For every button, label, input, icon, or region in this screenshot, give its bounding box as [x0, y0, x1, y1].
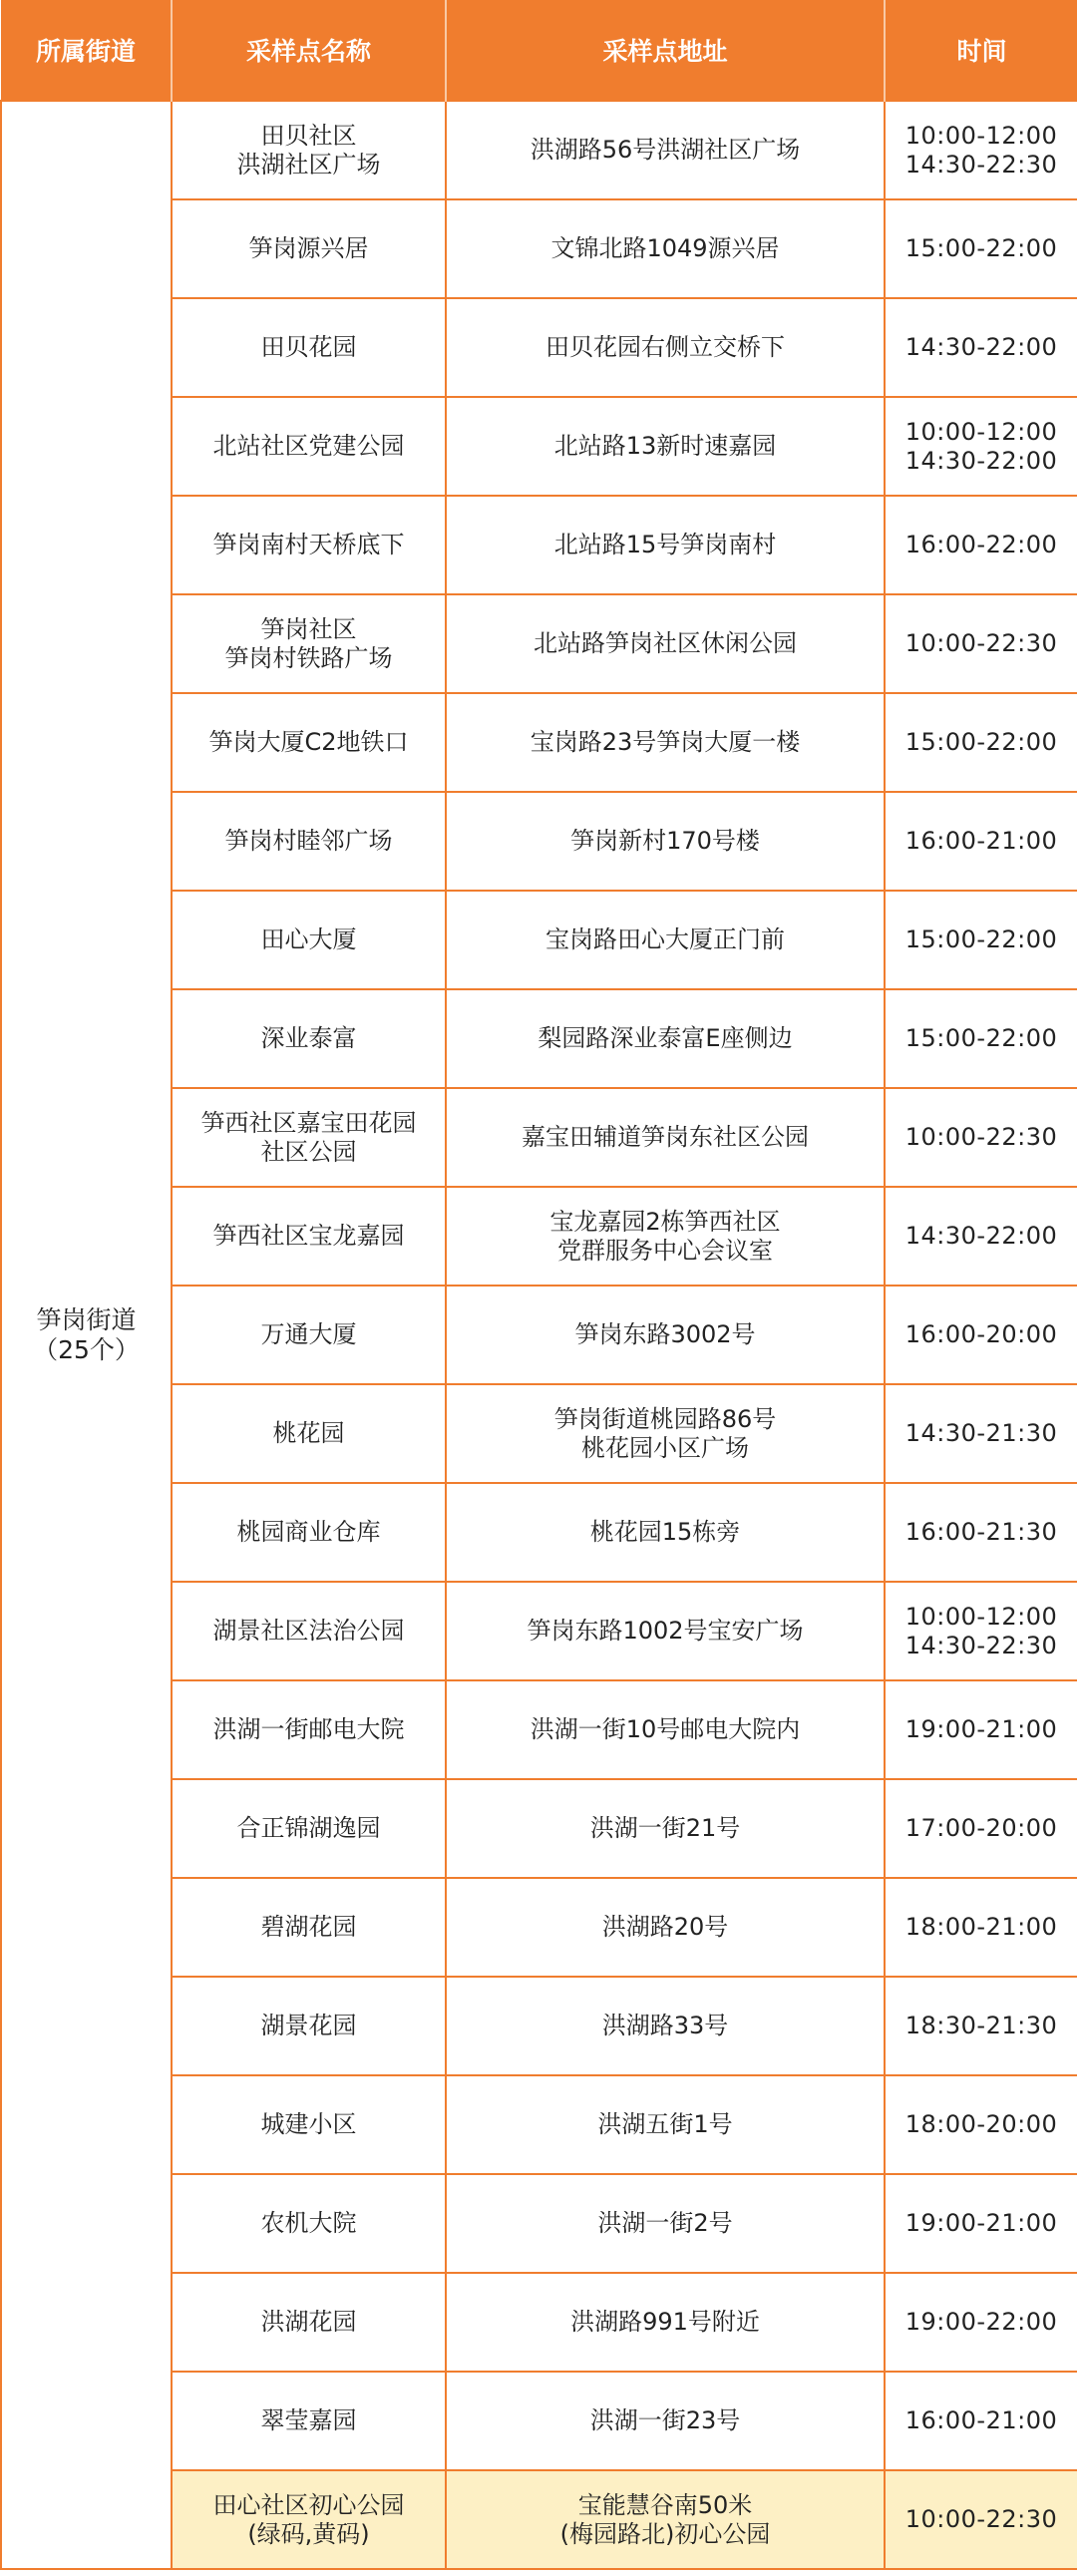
site-name-cell: 笋岗源兴居 [172, 199, 446, 298]
site-address-cell: 宝能慧谷南50米 (梅园路北)初心公园 [446, 2470, 885, 2569]
site-address-cell: 洪湖五街1号 [446, 2075, 885, 2174]
site-time-cell: 14:30-22:00 [885, 1187, 1077, 1286]
site-name-cell: 翠莹嘉园 [172, 2372, 446, 2470]
site-name-cell: 田贝社区 洪湖社区广场 [172, 101, 446, 199]
site-time-cell: 10:00-22:30 [885, 594, 1077, 693]
site-name-cell: 田贝花园 [172, 298, 446, 397]
site-address-cell: 宝岗路23号笋岗大厦一楼 [446, 693, 885, 792]
header-row [1, 0, 1077, 101]
site-address-cell: 北站路15号笋岗南村 [446, 496, 885, 594]
site-time-cell: 18:00-21:00 [885, 1878, 1077, 1977]
site-name-cell: 笋岗南村天桥底下 [172, 496, 446, 594]
site-address-cell: 田贝花园右侧立交桥下 [446, 298, 885, 397]
site-name-cell: 城建小区 [172, 2075, 446, 2174]
site-address-cell: 洪湖路20号 [446, 1878, 885, 1977]
header-site-name: 采样点名称 [172, 0, 446, 101]
site-time-cell: 14:30-21:30 [885, 1384, 1077, 1483]
site-name-cell: 深业泰富 [172, 989, 446, 1088]
site-address-cell: 洪湖一街10号邮电大院内 [446, 1680, 885, 1779]
site-name-cell: 合正锦湖逸园 [172, 1779, 446, 1878]
site-time-cell: 10:00-12:00 14:30-22:00 [885, 397, 1077, 496]
site-time-cell: 15:00-22:00 [885, 891, 1077, 989]
site-time-cell: 14:30-22:00 [885, 298, 1077, 397]
site-address-cell: 笋岗东路3002号 [446, 1286, 885, 1384]
site-time-cell: 16:00-21:00 [885, 792, 1077, 891]
site-time-cell: 16:00-22:00 [885, 496, 1077, 594]
site-time-cell: 16:00-20:00 [885, 1286, 1077, 1384]
site-time-cell: 10:00-12:00 14:30-22:30 [885, 101, 1077, 199]
site-address-cell: 洪湖一街21号 [446, 1779, 885, 1878]
table-header [1, 0, 1077, 101]
site-name-cell: 湖景社区法治公园 [172, 1582, 446, 1680]
site-name-cell: 洪湖一街邮电大院 [172, 1680, 446, 1779]
site-time-cell: 10:00-12:00 14:30-22:30 [885, 1582, 1077, 1680]
site-name-cell: 笋西社区宝龙嘉园 [172, 1187, 446, 1286]
site-name-cell: 农机大院 [172, 2174, 446, 2273]
site-address-cell: 洪湖一街2号 [446, 2174, 885, 2273]
site-name-cell: 田心社区初心公园 (绿码,黄码) [172, 2470, 446, 2569]
site-time-cell: 17:00-20:00 [885, 1779, 1077, 1878]
site-address-cell: 宝岗路田心大厦正门前 [446, 891, 885, 989]
site-address-cell: 笋岗街道桃园路86号 桃花园小区广场 [446, 1384, 885, 1483]
site-time-cell: 15:00-22:00 [885, 199, 1077, 298]
site-name-cell: 万通大厦 [172, 1286, 446, 1384]
site-name-cell: 笋岗大厦C2地铁口 [172, 693, 446, 792]
site-address-cell: 桃花园15栋旁 [446, 1483, 885, 1582]
street-cell: 笋岗街道 （25个） [1, 101, 172, 2569]
site-name-cell: 笋岗村睦邻广场 [172, 792, 446, 891]
site-address-cell: 文锦北路1049源兴居 [446, 199, 885, 298]
site-time-cell: 16:00-21:30 [885, 1483, 1077, 1582]
site-address-cell: 笋岗新村170号楼 [446, 792, 885, 891]
site-address-cell: 北站路笋岗社区休闲公园 [446, 594, 885, 693]
site-time-cell: 15:00-22:00 [885, 989, 1077, 1088]
site-name-cell: 桃园商业仓库 [172, 1483, 446, 1582]
site-name-cell: 碧湖花园 [172, 1878, 446, 1977]
site-address-cell: 笋岗东路1002号宝安广场 [446, 1582, 885, 1680]
site-time-cell: 15:00-22:00 [885, 693, 1077, 792]
header-time: 时间 [885, 0, 1077, 101]
site-address-cell: 洪湖一街23号 [446, 2372, 885, 2470]
site-time-cell: 19:00-21:00 [885, 1680, 1077, 1779]
site-address-cell: 梨园路深业泰富E座侧边 [446, 989, 885, 1088]
header-address: 采样点地址 [446, 0, 885, 101]
site-name-cell: 笋西社区嘉宝田花园 社区公园 [172, 1088, 446, 1187]
site-name-cell: 笋岗社区 笋岗村铁路广场 [172, 594, 446, 693]
site-address-cell: 洪湖路33号 [446, 1977, 885, 2075]
site-address-cell: 洪湖路56号洪湖社区广场 [446, 101, 885, 199]
site-name-cell: 桃花园 [172, 1384, 446, 1483]
site-name-cell: 北站社区党建公园 [172, 397, 446, 496]
site-time-cell: 19:00-22:00 [885, 2273, 1077, 2372]
table-body [1, 101, 1077, 2569]
site-time-cell: 18:00-20:00 [885, 2075, 1077, 2174]
site-address-cell: 洪湖路991号附近 [446, 2273, 885, 2372]
site-time-cell: 18:30-21:30 [885, 1977, 1077, 2075]
site-name-cell: 田心大厦 [172, 891, 446, 989]
site-address-cell: 宝龙嘉园2栋笋西社区 党群服务中心会议室 [446, 1187, 885, 1286]
site-time-cell: 19:00-21:00 [885, 2174, 1077, 2273]
site-address-cell: 嘉宝田辅道笋岗东社区公园 [446, 1088, 885, 1187]
site-address-cell: 北站路13新时速嘉园 [446, 397, 885, 496]
table-row [1, 101, 1077, 199]
header-street: 所属街道 [1, 0, 172, 101]
site-time-cell: 10:00-22:30 [885, 2470, 1077, 2569]
site-time-cell: 10:00-22:30 [885, 1088, 1077, 1187]
site-name-cell: 洪湖花园 [172, 2273, 446, 2372]
site-name-cell: 湖景花园 [172, 1977, 446, 2075]
site-time-cell: 16:00-21:00 [885, 2372, 1077, 2470]
